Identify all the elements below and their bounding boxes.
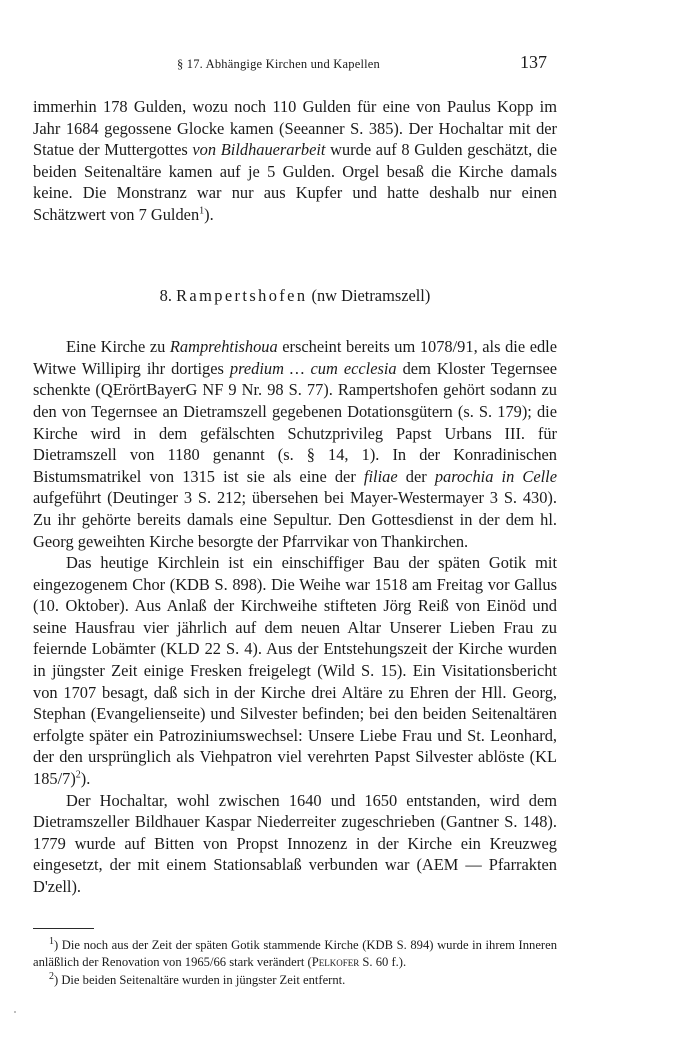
running-head [33,48,557,76]
paragraph-2 [33,552,557,790]
paragraph-3 [33,790,557,898]
footnote-1 [33,937,557,972]
scan-speck [14,1011,16,1013]
text-run: dem Kloster Tegernsee schenkte (QErörtBayerG NF 9 Nr. 98 S. 77). Rampertshofen gehört sodann zu den von Tegernsee an Dietramszell gegebenen Dotationsgütern (s. S. 179); die Kirche wird in dem gefälschten Schutzprivileg Papst Urbans III. für Dietramszell von 1180 genannt (s. § 14, 1). In der Konradinischen Bistumsmatrikel von 1315 ist sie als eine der [33,358,557,486]
body-text [33,96,557,898]
book-page [33,48,557,989]
italic-run: von Bildhauerarbeit [192,140,326,160]
section-name: Rampertshofen [176,285,308,305]
italic-run: Ramprehtishoua [169,337,278,357]
text-run: ) Die noch aus der Zeit der späten Gotik stammende Kirche (KDB S. 894) wurde in ihrem Inneren anläßlich der Renovation von 1965/66 stark verändert ( [33,937,557,970]
paragraph-1 [33,336,557,552]
footnote-marker: 2 [49,970,54,982]
footnotes [33,937,557,990]
text-run: immerhin 178 Gulden, wozu noch 110 Gulden für eine von Paulus Kopp im Jahr 1684 gegossene Glocke kamen (Seeanner S. 385). Der Hochaltar mit der Statue der Muttergottes [33,97,557,160]
text-run: aufgeführt (Deutinger 3 S. 212; übersehen bei Mayer-Westermayer 3 S. 430). Zu ihr gehörte bereits damals eine Sepultur. Den Gottesdienst in der dem hl. Georg geweihten Kirche besorgte der Pfarrvikar von Thankirchen. [33,488,557,551]
text-run: wurde auf 8 Gulden geschätzt, die beiden Seitenaltäre kamen auf je 5 Gulden. Orgel besaß die Kirche damals keine. Die Monstranz war nur aus Kupfer und hatte deshalb nur einen Schätzwert von 7 Gulden [33,140,557,224]
footnote-2 [33,972,557,990]
section-number: 8. [159,285,172,305]
footnote-ref-1[interactable]: 1 [199,205,205,217]
page-number: 137 [520,52,547,72]
footnote-ref-2[interactable]: 2 [75,769,81,781]
author-name: Pelkofer [311,955,360,970]
running-title: § 17. Abhängige Kirchen und Kapellen [177,57,380,71]
text-run: ). [80,769,91,789]
section-heading [33,285,557,307]
text-run: Der Hochaltar, wohl zwischen 1640 und 1650 entstanden, wird dem Dietramszeller Bildhauer Kaspar Niederreiter zugeschrieben (Gantner S. 148). 1779 wurde auf Bitten von Propst Innozenz in der Kirche ein Kreuzweg eingesetzt, der mit einem Stationsablaß verbunden war (AEM — Pfarrakten D'zell). [33,790,557,896]
italic-run: filiae [363,466,398,486]
text-run: S. 60 f.). [359,955,407,970]
text-run: Das heutige Kirchlein ist ein einschiffiger Bau der späten Gotik mit eingezogenem Chor (KDB S. 898). Die Weihe war 1518 am Freitag vor Gallus (10. Oktober). Aus Anlaß der Kirchweihe stifteten Jörg Reiß von Einöd und seine Hausfrau vier jährlich auf dem neuen Altar Unserer Lieben Frau zu feiernde Lobämter (KLD 22 S. 4). Aus der Entstehungszeit der Kirche wurden in jüngster Zeit einige Fresken freigelegt (Wild S. 15). Ein Visitationsbericht von 1707 besagt, daß sich in der Kirche drei Altäre zu Ehren der Hll. Georg, Stephan (Evangelienseite) und Silvester befinden; bei den beiden Seitenaltären erfolgte später ein Patroziniumswechsel: Unsere Liebe Frau und St. Leonhard, der den ursprünglich als Viehpatron viel verehrten Papst Silvester ablöste (KL 185/7) [33,553,557,789]
text-run: Eine Kirche zu [66,337,170,357]
continuation-paragraph [33,96,557,226]
footnote-marker: 1 [49,935,54,947]
text-run: erscheint bereits um 1078/91, als die edle Witwe Willipirg ihr dortiges [33,337,557,378]
italic-run: predium … cum ecclesia [229,358,397,378]
text-run: ). [204,204,214,224]
section-qualifier: (nw Dietramszell) [311,285,431,305]
italic-run: parochia in Celle [434,466,557,486]
text-run: der [397,466,435,486]
text-run: ) Die beiden Seitenaltäre wurden in jüngster Zeit entfernt. [54,972,346,987]
footnote-divider [33,928,94,929]
